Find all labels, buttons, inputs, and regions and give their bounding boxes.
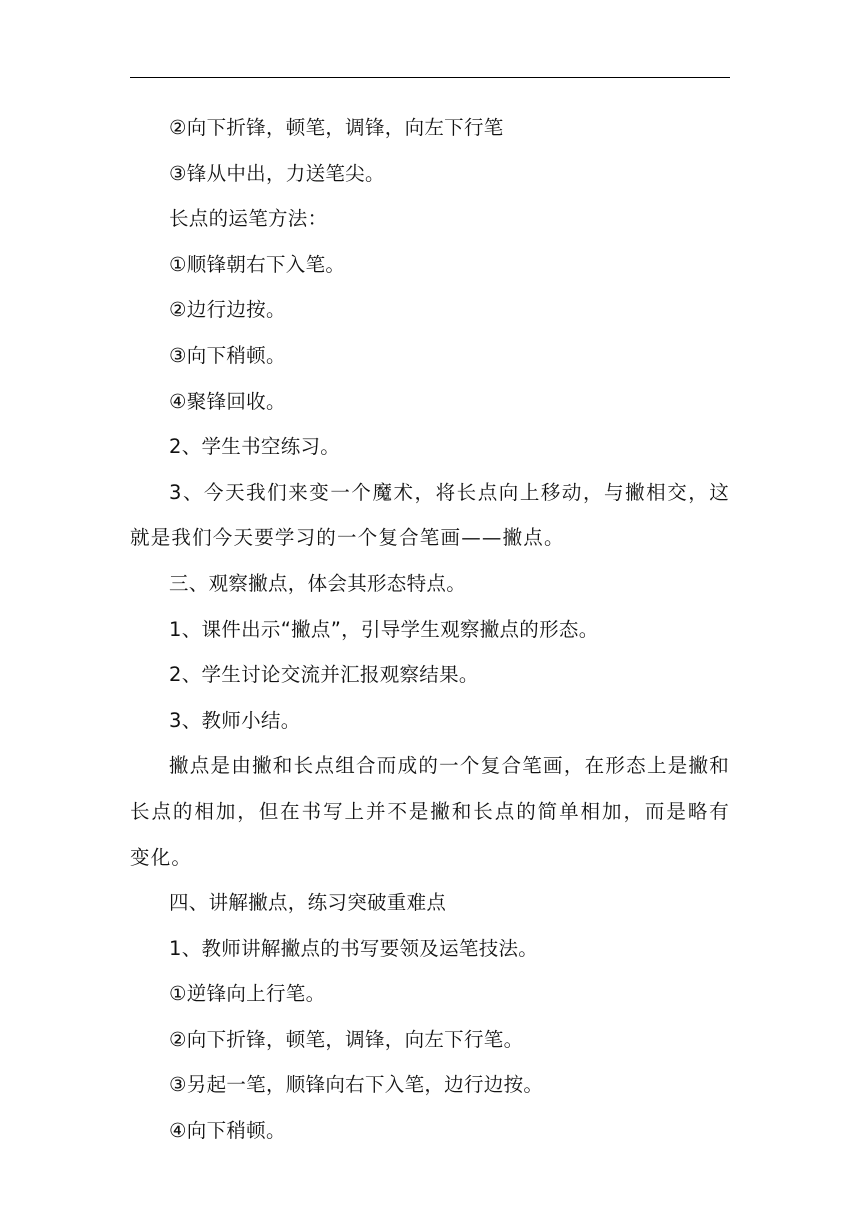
- section-heading: 四、讲解撇点，练习突破重难点: [169, 891, 447, 915]
- paragraph: ②边行边按。: [169, 298, 286, 322]
- section-label: 长点的运笔方法：: [169, 207, 328, 231]
- paragraph: 2、学生书空练习。: [169, 435, 341, 459]
- paragraph: 2、学生讨论交流并汇报观察结果。: [169, 663, 479, 687]
- paragraph: ③向下稍顿。: [169, 343, 286, 367]
- paragraph: 1、教师讲解撇点的书写要领及运笔技法。: [169, 936, 539, 960]
- paragraph: ②向下折锋，顿笔，调锋，向左下行笔。: [169, 1027, 524, 1051]
- paragraph: ②向下折锋，顿笔，调锋，向左下行笔: [169, 116, 504, 139]
- paragraph: ①逆锋向上行笔。: [169, 982, 326, 1006]
- paragraph: 3、教师小结。: [169, 708, 301, 732]
- paragraph: ④向下稍顿。: [169, 1119, 286, 1143]
- paragraph: ①顺锋朝右下入笔。: [169, 252, 346, 276]
- paragraph: ④聚锋回收。: [169, 389, 286, 413]
- paragraph: 3、今天我们来变一个魔术，将长点向上移动，与撇相交，这就是我们今天要学习的一个复合笔画——撇点。: [130, 480, 730, 550]
- paragraph: 1、课件出示“撇点”，引导学生观察撇点的形态。: [169, 617, 599, 641]
- document-body: [130, 105, 730, 1154]
- paragraph: ③锋从中出，力送笔尖。: [169, 161, 385, 185]
- paragraph: ③另起一笔，顺锋向右下入笔，边行边按。: [169, 1073, 544, 1097]
- section-heading: 三、观察撇点，体会其形态特点。: [169, 571, 467, 595]
- paragraph: 撇点是由撇和长点组合而成的一个复合笔画，在形态上是撇和长点的相加，但在书写上并不是撇和长点的简单相加，而是略有变化。: [130, 754, 730, 869]
- header-rule: [130, 77, 730, 78]
